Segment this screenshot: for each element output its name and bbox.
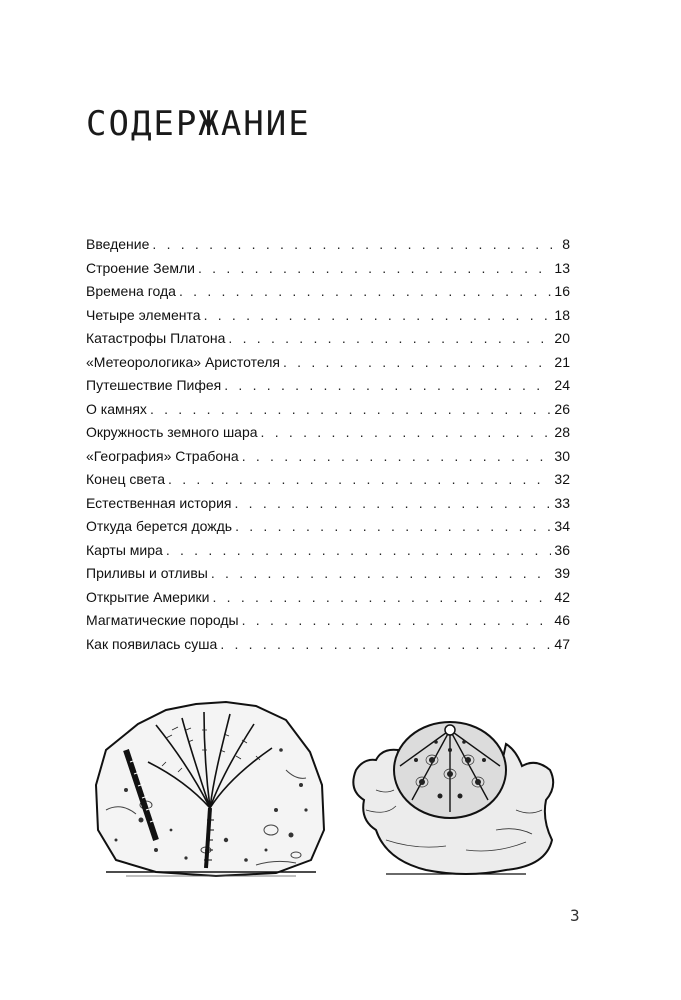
toc-entry-title: «Метеорологика» Аристотеля (86, 353, 280, 370)
toc-entry-page: 28 (554, 424, 570, 440)
toc-entry-page: 32 (554, 471, 570, 487)
toc-entry-page: 47 (554, 635, 570, 652)
toc-entry-title: Открытие Америки (86, 588, 210, 605)
toc-entry-page: 46 (554, 612, 570, 628)
toc-entry[interactable] (86, 492, 570, 516)
toc-entry-title: Откуда берется дождь (86, 518, 233, 534)
table-of-contents (86, 233, 570, 656)
crinoid-fossil-icon (86, 690, 330, 885)
toc-entry[interactable] (86, 257, 570, 281)
toc-entry-title: Строение Земли (86, 259, 195, 276)
toc-entry-page: 24 (554, 377, 570, 393)
dot-leader (212, 586, 551, 610)
toc-entry-page: 39 (554, 565, 570, 581)
dot-leader (204, 304, 552, 328)
dot-leader (261, 421, 552, 445)
toc-entry[interactable] (86, 562, 570, 586)
toc-entry-title: Приливы и отливы (86, 565, 208, 581)
dot-leader (224, 374, 551, 398)
dot-leader (234, 492, 551, 516)
toc-entry-title: Окружность земного шара (86, 424, 258, 440)
toc-entry-page: 33 (554, 494, 570, 511)
page-number: 3 (570, 906, 580, 925)
toc-entry[interactable] (86, 468, 570, 492)
dot-leader (152, 233, 559, 257)
toc-entry-title: Магматические породы (86, 612, 239, 628)
toc-entry-title: Четыре элемента (86, 306, 201, 323)
toc-entry[interactable] (86, 445, 570, 469)
dot-leader (166, 539, 552, 563)
page-title: СОДЕРЖАНИЕ (86, 104, 311, 144)
toc-entry-title: О камнях (86, 400, 147, 417)
toc-entry[interactable] (86, 421, 570, 445)
toc-entry-page: 30 (554, 447, 570, 464)
dot-leader (283, 351, 551, 375)
toc-entry-title: Времена года (86, 283, 176, 299)
toc-entry[interactable] (86, 515, 570, 539)
toc-entry-title: Катастрофы Платона (86, 330, 226, 346)
toc-entry-page: 8 (562, 236, 570, 252)
toc-entry[interactable] (86, 351, 570, 375)
dot-leader (242, 445, 552, 469)
toc-entry-title: Как появилась суша (86, 635, 218, 652)
toc-entry-title: Путешествие Пифея (86, 377, 222, 393)
toc-entry[interactable] (86, 374, 570, 398)
toc-entry-page: 13 (554, 259, 570, 276)
toc-entry-title: Естественная история (86, 494, 232, 511)
dot-leader (235, 515, 551, 539)
toc-entry[interactable] (86, 609, 570, 633)
dot-leader (168, 468, 551, 492)
toc-entry-page: 34 (554, 518, 570, 534)
dot-leader (211, 562, 552, 586)
toc-entry-title: Введение (86, 236, 150, 252)
dot-leader (198, 257, 551, 281)
toc-entry-title: Карты мира (86, 541, 163, 558)
toc-entry[interactable] (86, 327, 570, 351)
dot-leader (242, 609, 552, 633)
toc-entry[interactable] (86, 398, 570, 422)
dot-leader (150, 398, 551, 422)
toc-entry-title: «География» Страбона (86, 447, 239, 464)
sea-urchin-fossil-icon (346, 700, 562, 882)
toc-entry-page: 16 (554, 283, 570, 299)
toc-entry-page: 20 (554, 330, 570, 346)
toc-entry[interactable] (86, 304, 570, 328)
toc-entry[interactable] (86, 586, 570, 610)
dot-leader (220, 633, 551, 657)
toc-entry[interactable] (86, 539, 570, 563)
toc-entry[interactable] (86, 280, 570, 304)
dot-leader (179, 280, 551, 304)
toc-entry-page: 26 (554, 400, 570, 417)
toc-entry[interactable] (86, 633, 570, 657)
toc-entry[interactable] (86, 233, 570, 257)
dot-leader (228, 327, 551, 351)
toc-entry-page: 36 (554, 541, 570, 558)
toc-entry-page: 18 (554, 306, 570, 323)
toc-entry-page: 21 (554, 353, 570, 370)
toc-entry-title: Конец света (86, 471, 166, 487)
toc-entry-page: 42 (554, 588, 570, 605)
